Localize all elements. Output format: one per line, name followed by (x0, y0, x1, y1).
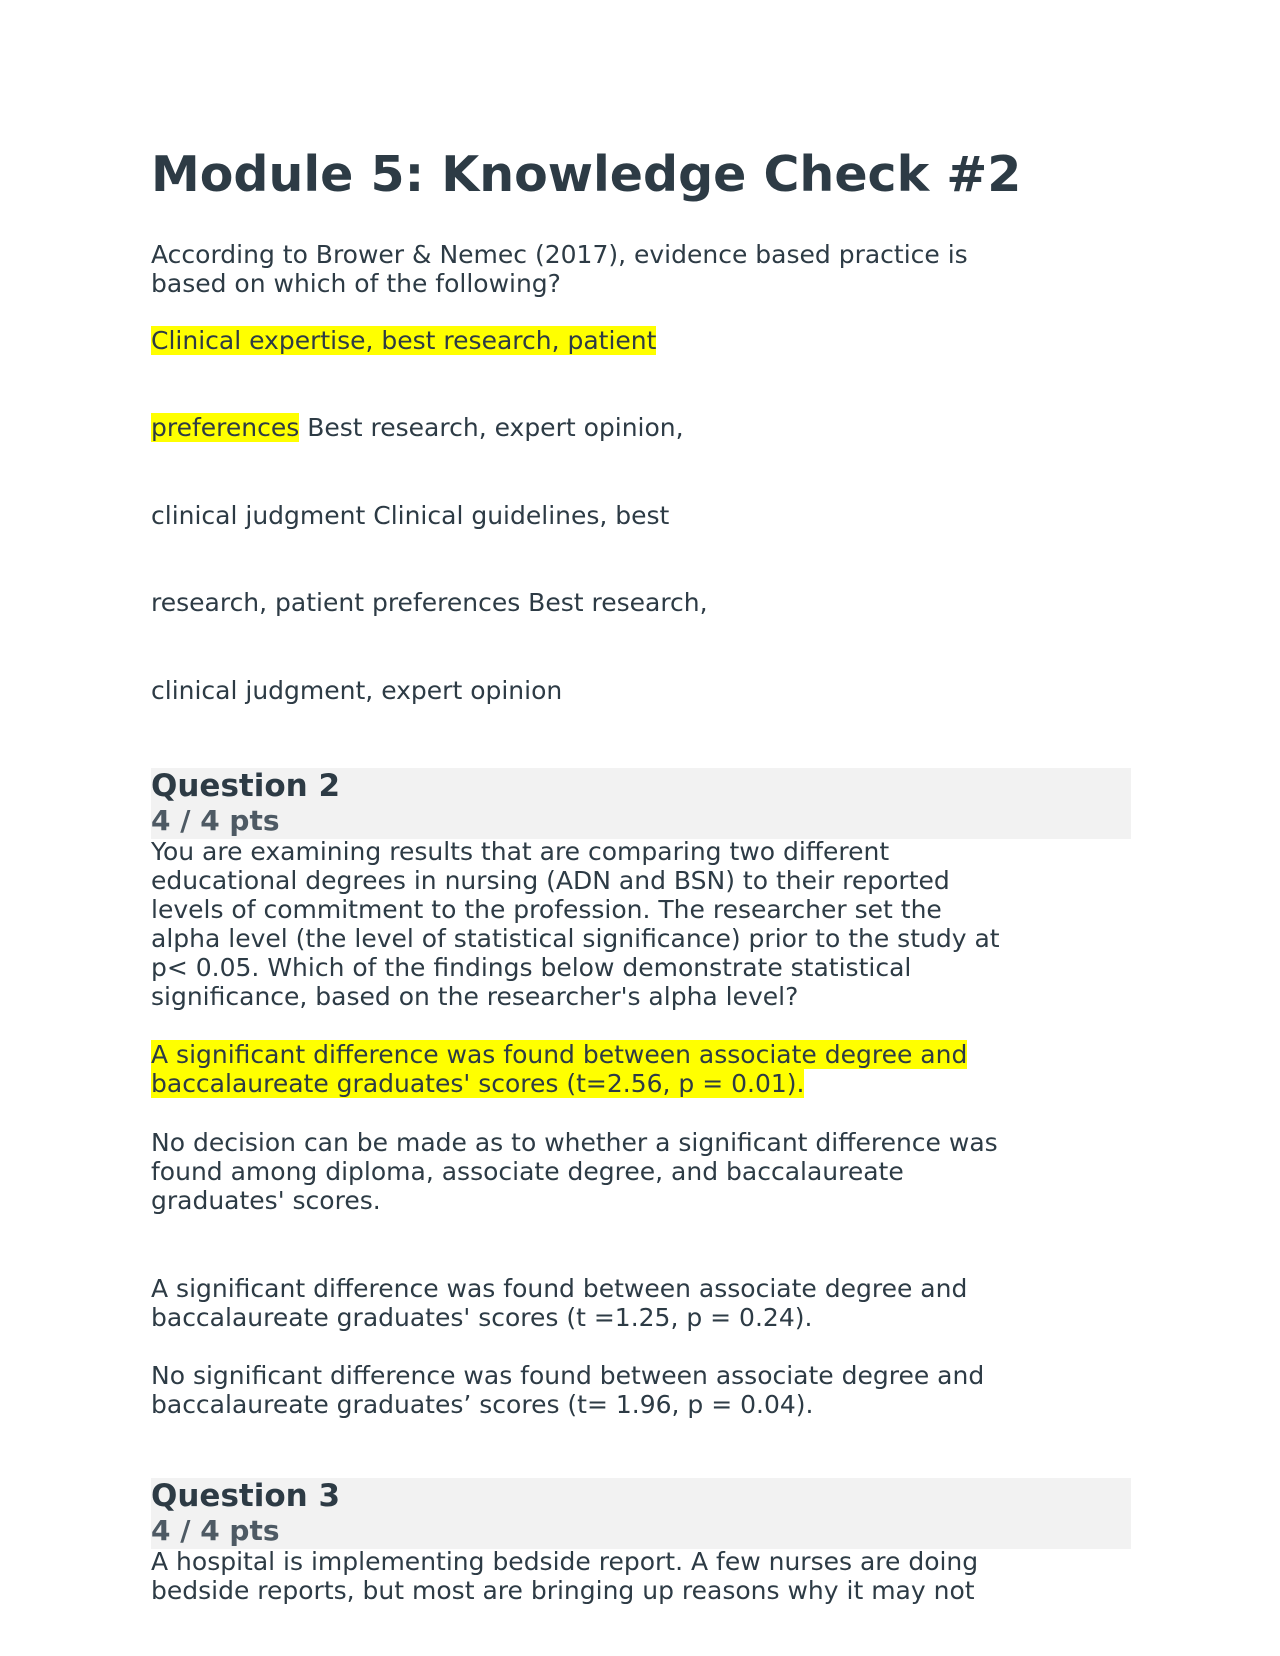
question-2-title: Question 2 (151, 768, 341, 804)
answer-text: clinical judgment, expert opinion (151, 676, 563, 705)
question-3-text (151, 1547, 978, 1605)
answer-line: found among diploma, associate degree, and baccalaureate (151, 1157, 904, 1186)
question-3-points: 4 / 4 pts (151, 1514, 280, 1547)
answer-text: Best research, expert opinion, (299, 413, 684, 442)
question-2-text-line: p< 0.05. Which of the findings below demonstrate statistical (151, 953, 912, 982)
question-2-text-line: educational degrees in nursing (ADN and BSN) to their reported (151, 866, 950, 895)
question-2-header (151, 768, 1131, 839)
correct-answer-highlight: preferences (151, 413, 300, 442)
answer-line: A significant difference was found between associate degree and (151, 1274, 968, 1303)
answer-line: No decision can be made as to whether a significant difference was (151, 1128, 998, 1157)
question-1-answer-line (151, 676, 562, 705)
answer-text: research, patient preferences Best research, (151, 588, 708, 617)
correct-answer-highlight: Clinical expertise, best research, patient (151, 326, 657, 355)
question-3-title: Question 3 (151, 1478, 341, 1514)
question-2-text-line: levels of commitment to the profession. The researcher set the (151, 895, 942, 924)
answer-line: baccalaureate graduates' scores (t =1.25, p = 0.24). (151, 1303, 813, 1332)
answer-line: baccalaureate graduates’ scores (t= 1.96, p = 0.04). (151, 1390, 814, 1419)
question-2-correct-answer (151, 1040, 967, 1098)
question-1-text (151, 240, 968, 298)
question-1-answer-line (151, 413, 684, 442)
question-2-text-line: significance, based on the researcher's alpha level? (151, 982, 799, 1011)
question-2-text (151, 837, 1000, 1011)
question-1-answer-line (151, 588, 708, 617)
question-3-text-line: bedside reports, but most are bringing up reasons why it may not (151, 1576, 975, 1605)
answer-line: graduates' scores. (151, 1186, 381, 1215)
question-2-points: 4 / 4 pts (151, 804, 280, 837)
question-2-text-line: You are examining results that are comparing two different (151, 837, 890, 866)
question-3-text-line: A hospital is implementing bedside report. A few nurses are doing (151, 1547, 979, 1576)
answer-text: clinical judgment Clinical guidelines, best (151, 501, 670, 530)
page-title: Module 5: Knowledge Check #2 (151, 146, 1022, 203)
question-2-answer-c (151, 1274, 967, 1332)
question-2-answer-d (151, 1361, 984, 1419)
correct-answer-highlight: baccalaureate graduates' scores (t=2.56, p = 0.01). (151, 1069, 805, 1098)
correct-answer-highlight: A significant difference was found between associate degree and (151, 1040, 968, 1069)
question-2-answer-b (151, 1128, 998, 1215)
question-1-answer-line (151, 326, 656, 355)
question-1-answer-line (151, 501, 669, 530)
question-2-text-line: alpha level (the level of statistical significance) prior to the study at (151, 924, 1000, 953)
question-1-text-line: based on which of the following? (151, 269, 561, 298)
answer-line: No significant difference was found between associate degree and (151, 1361, 985, 1390)
question-1-text-line: According to Brower & Nemec (2017), evidence based practice is (151, 240, 968, 269)
question-3-header (151, 1478, 1131, 1549)
